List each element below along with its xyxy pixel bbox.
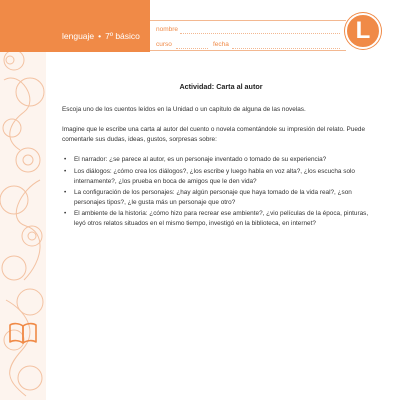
instructions-paragraph: Imagine que le escribe una carta al autor del cuento o novela comentándole su impresión del relato. Puede comentarle sus dudas, ideas, gustos, sorpresas sobre:: [62, 126, 366, 143]
list-item-text: La configuración de los personajes: ¿hay algún personaje que haya tomado de la vida real?, ¿son personajes tipos?, ¿le gusta más un personaje que otro?: [74, 189, 352, 206]
worksheet-header: [0, 0, 400, 52]
topics-list: [62, 155, 380, 228]
list-item-text: Los diálogos: ¿cómo crea los diálogos?, ¿los escribe y luego habla en voz alta?, ¿los escucha solo internamente?, ¿los prueba en boca de amigos que le den vida?: [74, 167, 355, 185]
bullet: •: [64, 156, 67, 164]
list-item: [64, 155, 380, 165]
swirl-pattern: [0, 40, 46, 400]
book-icon: [8, 320, 38, 346]
bullet: •: [64, 210, 67, 218]
name-label: nombre: [156, 26, 179, 33]
left-decorative-strip: [0, 0, 46, 400]
date-field[interactable]: [232, 48, 340, 49]
intro-paragraph: Escoja uno de los cuentos leídos en la Unidad o un capítulo de alguna de las novelas.: [62, 105, 306, 113]
grade-label: 7º básico: [105, 31, 140, 41]
list-item-text: El ambiente de la historia: ¿cómo hizo para recrear ese ambiente?, ¿vio películas de la época, pinturas, leyó otros relatos situados en el mismo tiempo, investigó en la biblioteca, en internet?: [74, 210, 369, 227]
list-item: [64, 188, 380, 207]
activity-content: [62, 82, 380, 231]
bullet: •: [64, 167, 67, 175]
header-top-rule: [150, 20, 346, 21]
list-item-text: El narrador: ¿se parece al autor, es un personaje inventado o tomado de su experiencia?: [74, 156, 327, 164]
course-label: curso: [156, 41, 172, 48]
header-bottom-rule: [150, 50, 346, 51]
name-field[interactable]: [180, 33, 340, 34]
list-item: [64, 167, 380, 186]
subject-label: [62, 31, 140, 41]
date-label: fecha: [213, 41, 229, 48]
subject-band: [0, 0, 150, 52]
course-field[interactable]: [176, 48, 208, 49]
bullet: •: [64, 189, 67, 197]
subject-name: lenguaje: [62, 31, 95, 41]
activity-title: Actividad: Carta al autor: [179, 82, 263, 91]
subject-separator: •: [98, 31, 102, 41]
subject-badge: L: [345, 13, 381, 49]
list-item: [64, 209, 380, 228]
